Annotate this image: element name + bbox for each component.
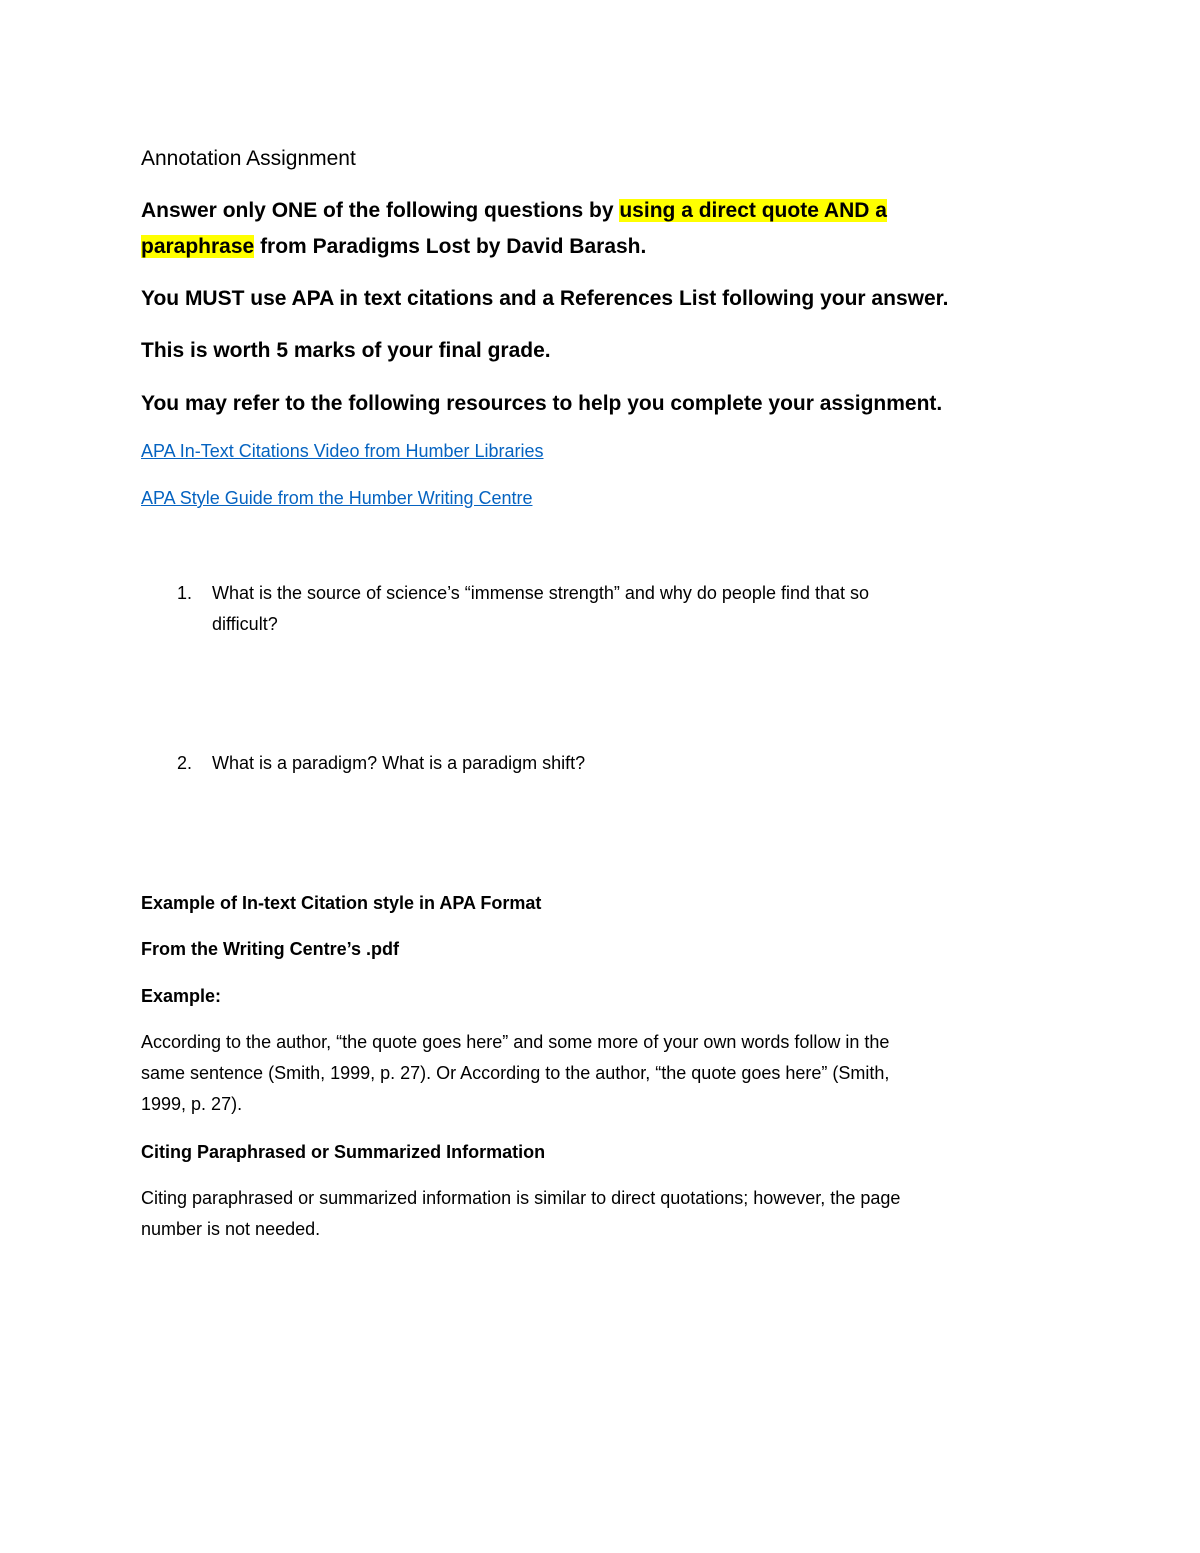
question-line: What is a paradigm? What is a paradigm shift? <box>212 753 586 773</box>
question-line: difficult? <box>212 614 278 634</box>
paraphrase-heading: Citing Paraphrased or Summarized Information <box>141 1142 546 1162</box>
apa-video-link[interactable]: APA In-Text Citations Video from Humber Libraries <box>141 441 544 461</box>
question-number: 2. <box>177 753 193 773</box>
example-line: 1999, p. 27). <box>141 1094 243 1114</box>
marks-statement: This is worth 5 marks of your final grade. <box>141 339 551 362</box>
question-number: 1. <box>177 583 193 603</box>
highlighted-instruction: using a direct quote AND a <box>619 199 887 222</box>
apa-requirement: You MUST use APA in text citations and a References List following your answer. <box>141 287 949 310</box>
paraphrase-paragraph <box>141 1183 1066 1245</box>
question-line: What is the source of science’s “immense strength” and why do people find that so <box>212 583 870 603</box>
apa-style-guide-link[interactable]: APA Style Guide from the Humber Writing Centre <box>141 488 533 508</box>
example-source: From the Writing Centre’s .pdf <box>141 939 400 959</box>
paraphrase-line: number is not needed. <box>141 1219 321 1239</box>
instruction-text: Answer only ONE of the following questions by <box>141 199 620 222</box>
question-text <box>212 748 1032 779</box>
highlighted-instruction-continued: paraphrase <box>141 235 255 258</box>
paraphrase-line: Citing paraphrased or summarized information is similar to direct quotations; however, the page <box>141 1188 901 1208</box>
example-paragraph <box>141 1027 1066 1120</box>
example-label: Example: <box>141 986 222 1006</box>
resources-intro: You may refer to the following resources to help you complete your assignment. <box>141 392 943 415</box>
page-title: Annotation Assignment <box>141 147 356 170</box>
instruction-line-2 <box>141 230 646 264</box>
instruction-text-continued: from Paradigms Lost by David Barash. <box>254 235 647 258</box>
instruction-line-1 <box>141 194 887 228</box>
example-line: same sentence (Smith, 1999, p. 27). Or According to the author, “the quote goes here” (Smith, <box>141 1063 890 1083</box>
question-text <box>212 578 1032 640</box>
example-line: According to the author, “the quote goes here” and some more of your own words follow in the <box>141 1032 890 1052</box>
example-heading: Example of In-text Citation style in APA Format <box>141 893 542 913</box>
